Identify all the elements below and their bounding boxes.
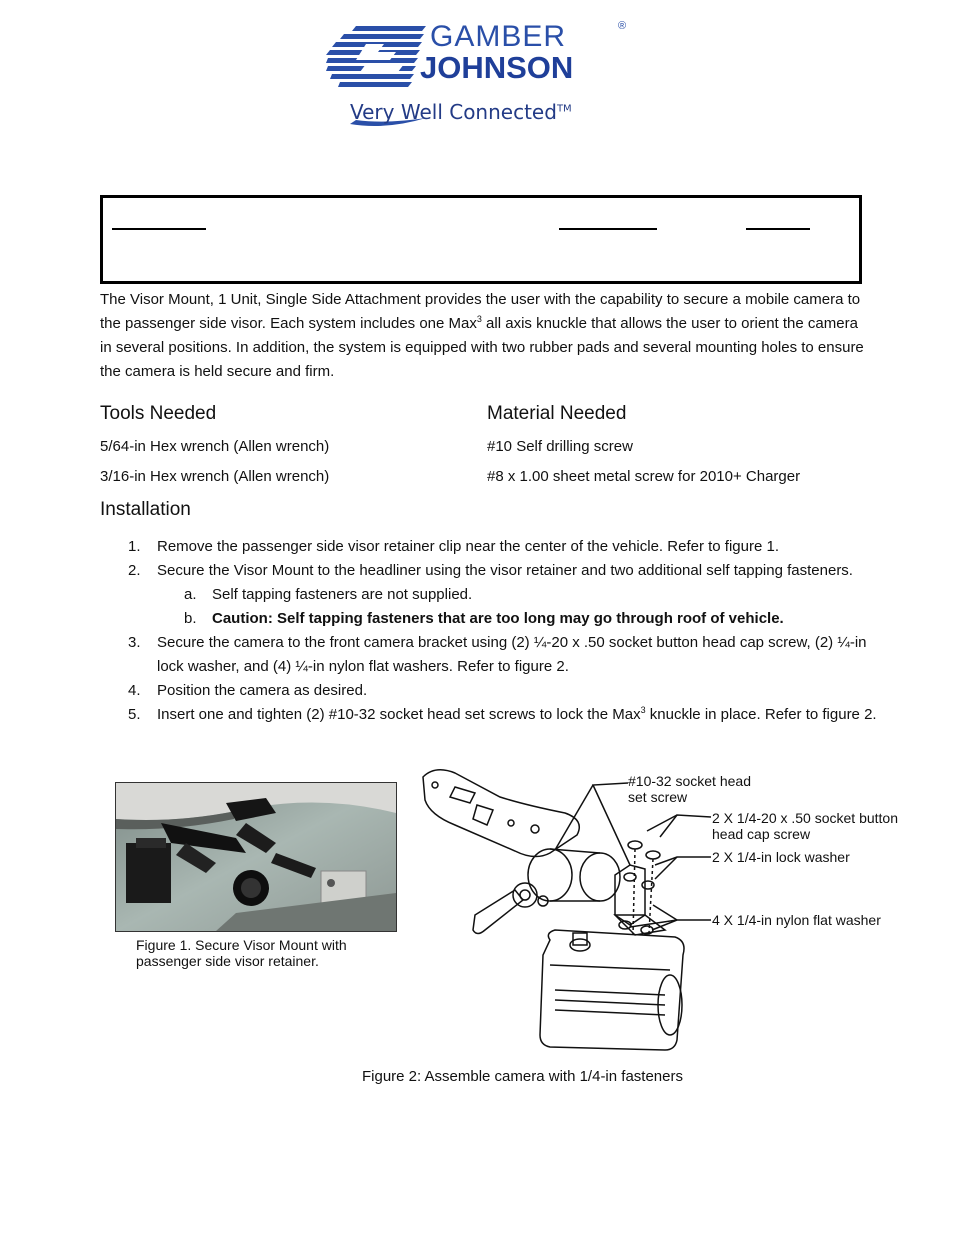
tool-item: 5/64-in Hex wrench (Allen wrench)	[100, 438, 330, 455]
step-text: Self tapping fasteners are not supplied.	[212, 586, 473, 603]
callout-set-screw	[628, 773, 751, 805]
bracket-plate-outline	[423, 770, 579, 857]
step-text: Remove the passenger side visor retainer clip near the center of the vehicle. Refer to figure 1.	[157, 538, 779, 555]
visor-mount-photo-image	[116, 783, 396, 931]
callout-text: head cap screw	[712, 826, 811, 842]
callout-text: 2 X 1/4-20 x .50 socket button	[712, 810, 899, 826]
intro-text-2: all axis knuckle that allows the user to orient the camera in several positions. In addition, the system is equipped with two rubber pads and several mounting holes to ensure the camera is held secure and firm.	[100, 315, 864, 380]
header-underline-2	[559, 228, 657, 230]
step-text: Position the camera as desired.	[157, 682, 368, 699]
installation-heading: Installation	[100, 499, 191, 520]
tool-item: 3/16-in Hex wrench (Allen wrench)	[100, 468, 330, 485]
material-heading: Material Needed	[487, 403, 627, 424]
intro-superscript: 3	[476, 314, 482, 324]
figure-1-photo	[115, 782, 397, 932]
caution-text: Self tapping fasteners that are too long may go through roof of vehicle.	[272, 610, 784, 627]
header-underline-3	[746, 228, 810, 230]
step-text: Secure the Visor Mount to the headliner using the visor retainer and two additional self tapping fasteners.	[157, 562, 853, 579]
logo-tagline	[350, 100, 572, 124]
step-number: 2.	[128, 562, 141, 579]
step-number: 4.	[128, 682, 141, 699]
step-4	[128, 679, 888, 703]
step-superscript: 3	[640, 705, 646, 715]
callout-flat-washer: 4 X 1/4-in nylon flat washer	[712, 912, 881, 928]
installation-steps	[128, 535, 888, 727]
trademark-mark: TM	[556, 103, 572, 115]
step-3	[128, 631, 888, 679]
callout-lock-washer: 2 X 1/4-in lock washer	[712, 849, 850, 865]
step-2a	[128, 583, 888, 607]
figure-2-caption: Figure 2: Assemble camera with 1/4-in fasteners	[362, 1068, 683, 1085]
step-number: 1.	[128, 538, 141, 555]
header-underline-1	[112, 228, 206, 230]
leader-lock-washer	[655, 857, 711, 865]
step-number: 3.	[128, 634, 141, 651]
material-item: #10 Self drilling screw	[487, 438, 633, 455]
step-number: 5.	[128, 706, 141, 723]
callout-cap-screw	[712, 810, 898, 842]
material-item: #8 x 1.00 sheet metal screw for 2010+ Charger	[487, 468, 801, 485]
step-text: knuckle in place. Refer to figure 2.	[645, 706, 877, 723]
header-box	[100, 195, 862, 284]
logo-registered-mark: ®	[618, 20, 627, 32]
step-1	[128, 535, 888, 559]
intro-text-1: The Visor Mount, 1 Unit, Single Side Attachment provides the user with the capability to secure a mobile camera to the passenger side visor. Each system includes one Max	[100, 291, 861, 332]
callout-text: set screw	[628, 789, 688, 805]
callout-text: #10-32 socket head	[628, 773, 751, 789]
step-2	[128, 559, 888, 583]
step-text: Secure the camera to the front camera bracket using (2) ¼-20 x .50 socket button head cap screw, (2) ¼-in lock washer, and (4) ¼-in nylon flat washers. Refer to figure 2.	[157, 634, 867, 675]
figure-2-diagram	[415, 765, 715, 1057]
logo-johnson-text: JOHNSON	[420, 50, 574, 85]
tagline-text: Very Well Connected	[350, 100, 557, 124]
tools-heading: Tools Needed	[100, 403, 217, 424]
figure-1-caption: Figure 1. Secure Visor Mount with passenger side visor retainer.	[136, 937, 347, 969]
step-letter: a.	[184, 586, 197, 603]
step-5	[128, 703, 888, 727]
leader-flat-washer	[652, 920, 711, 930]
step-text: Insert one and tighten (2) #10-32 socket head set screws to lock the Max	[157, 706, 641, 723]
step-2b-caution	[128, 607, 888, 631]
logo-gamber-text: GAMBER	[430, 20, 567, 53]
step-letter: b.	[184, 610, 197, 627]
intro-paragraph	[100, 288, 870, 384]
caution-label: Caution:	[212, 610, 273, 627]
leader-cap-screw	[660, 815, 711, 837]
